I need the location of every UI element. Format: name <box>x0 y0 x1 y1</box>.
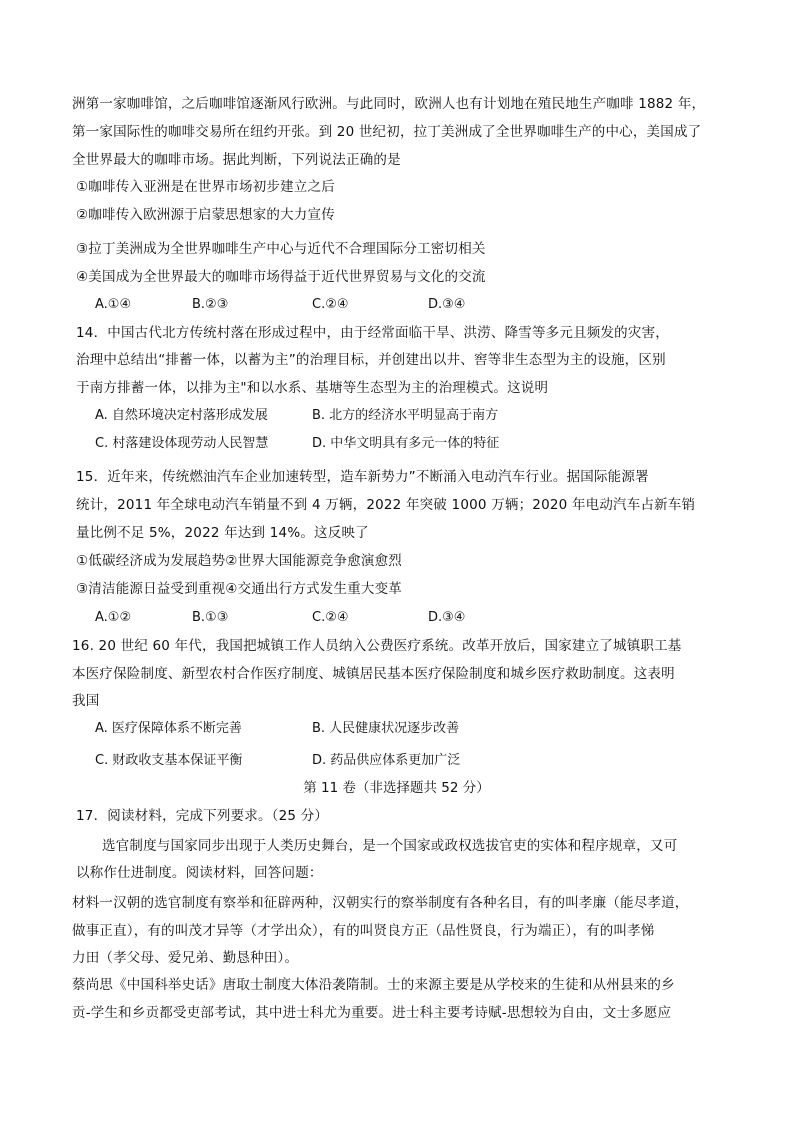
q13-statement-3: ③拉丁美洲成为全世界咖啡生产中心与近代不合理国际分工密切相关 <box>76 241 486 257</box>
q15-option-a: A.①② <box>95 610 132 625</box>
q17-material-line-4: 蔡尚思《中国科举史话》唐取士制度大体沿袭隋制。士的来源主要是从学校来的生徒和从州县来的乡 <box>72 977 675 993</box>
q15-line-3: 量比例不足 5%，2022 年达到 14%。这反映了 <box>76 525 369 541</box>
q14-option-b: B. 北方的经济水平明显高于南方 <box>312 408 499 423</box>
section-title: 第 11 卷（非选择题共 52 分） <box>303 780 490 796</box>
q15-statement-1: ①低碳经济成为发展趋势②世界大国能源竞争愈演愈烈 <box>76 553 403 569</box>
q13-option-b: B.②③ <box>192 297 229 312</box>
q13-option-d: D.③④ <box>428 297 466 312</box>
q13-option-c: C.②④ <box>312 297 349 312</box>
q13-statement-1: ①咖啡传入亚洲是在世界市场初步建立之后 <box>76 179 335 195</box>
q14-option-a: A. 自然环境决定村落形成发展 <box>95 408 268 423</box>
q17-heading: 17．阅读材料，完成下列要求。（25 分） <box>76 808 329 824</box>
q17-material-line-3: 力田（孝父母、爱兄弟、勤恳种田）。 <box>72 950 299 966</box>
q16-line-2: 本医疗保险制度、新型农村合作医疗制度、城镇居民基本医疗保险制度和城乡医疗救助制度。这表明 <box>72 666 675 682</box>
q14-line-1: 14．中国古代北方传统村落在形成过程中，由于经常面临干旱、洪涝、降雪等多元且频发的灾害， <box>76 325 669 341</box>
q16-option-d: D. 药品供应体系更加广泛 <box>312 753 461 768</box>
q14-option-c: C. 村落建设体现劳动人民智慧 <box>95 436 269 451</box>
q14-line-3: 于南方排蓄一体，以排为主"和以水系、基塘等生态型为主的治理模式。这说明 <box>76 380 549 396</box>
q16-line-3: 我国 <box>72 693 100 709</box>
q15-option-c: C.②④ <box>312 610 349 625</box>
q17-material-line-1: 材料一汉朝的选官制度有察举和征辟两种，汉朝实行的察举制度有各种名目，有的叫孝廉（能尽孝道， <box>72 895 689 911</box>
q13-statement-2: ②咖啡传入欧洲源于启蒙思想家的大力宣传 <box>76 207 335 223</box>
q16-line-1: 16. 20 世纪 60 年代，我国把城镇工作人员纳入公费医疗系统。改革开放后，国家建立了城镇职工基 <box>72 638 682 654</box>
q13-line-1: 洲第一家咖啡馆，之后咖啡馆逐渐风行欧洲。与此同时，欧洲人也有计划地在殖民地生产咖啡 1882 年， <box>72 96 706 112</box>
q15-option-b: B.①③ <box>192 610 229 625</box>
q13-statement-4: ④美国成为全世界最大的咖啡市场得益于近代世界贸易与文化的交流 <box>76 269 486 285</box>
q16-option-a: A. 医疗保障体系不断完善 <box>95 721 242 736</box>
q15-option-d: D.③④ <box>428 610 466 625</box>
q14-option-d: D. 中华文明具有多元一体的特征 <box>312 436 500 451</box>
q17-intro-line-2: 以称作仕进制度。阅读材料，回答问题： <box>76 865 323 881</box>
q13-option-a: A.①④ <box>95 297 132 312</box>
q13-line-3: 全世界最大的咖啡市场。据此判断，下列说法正确的是 <box>72 152 401 168</box>
q17-intro-line-1: 选官制度与国家同步出现于人类历史舞台，是一个国家或政权选拔官吏的实体和程序规章，又可 <box>102 838 678 854</box>
q16-option-c: C. 财政收支基本保证平衡 <box>95 753 243 768</box>
q17-material-line-2: 做事正直），有的叫茂才异等（才学出众），有的叫贤良方正（品性贤良，行为端正），有的叫孝悌 <box>72 923 655 939</box>
q15-line-1: 15．近年来，传统燃油汽车企业加速转型，造车新势力”不断涌入电动汽车行业。据国际能源署 <box>76 469 649 485</box>
q14-line-2: 治理中总结出“排蓄一体，以蓄为主”的治理目标，并创建出以井、窖等非生态型为主的设施，区别 <box>76 352 666 368</box>
q13-line-2: 第一家国际性的咖啡交易所在纽约开张。到 20 世纪初，拉丁美洲成了全世界咖啡生产的中心，美国成了 <box>72 124 702 140</box>
q15-line-2: 统计，2011 年全球电动汽车销量不到 4 万辆，2022 年突破 1000 万辆；2020 年电动汽车占新车销 <box>76 497 696 513</box>
q15-statement-2: ③清洁能源日益受到重视④交通出行方式发生重大变革 <box>76 581 403 597</box>
q16-option-b: B. 人民健康状况逐步改善 <box>312 721 460 736</box>
q17-material-line-5: 贡-学生和乡贡都受吏部考试，其中进士科尤为重要。进士科主要考诗赋-思想较为自由，文士多愿应 <box>72 1005 672 1021</box>
